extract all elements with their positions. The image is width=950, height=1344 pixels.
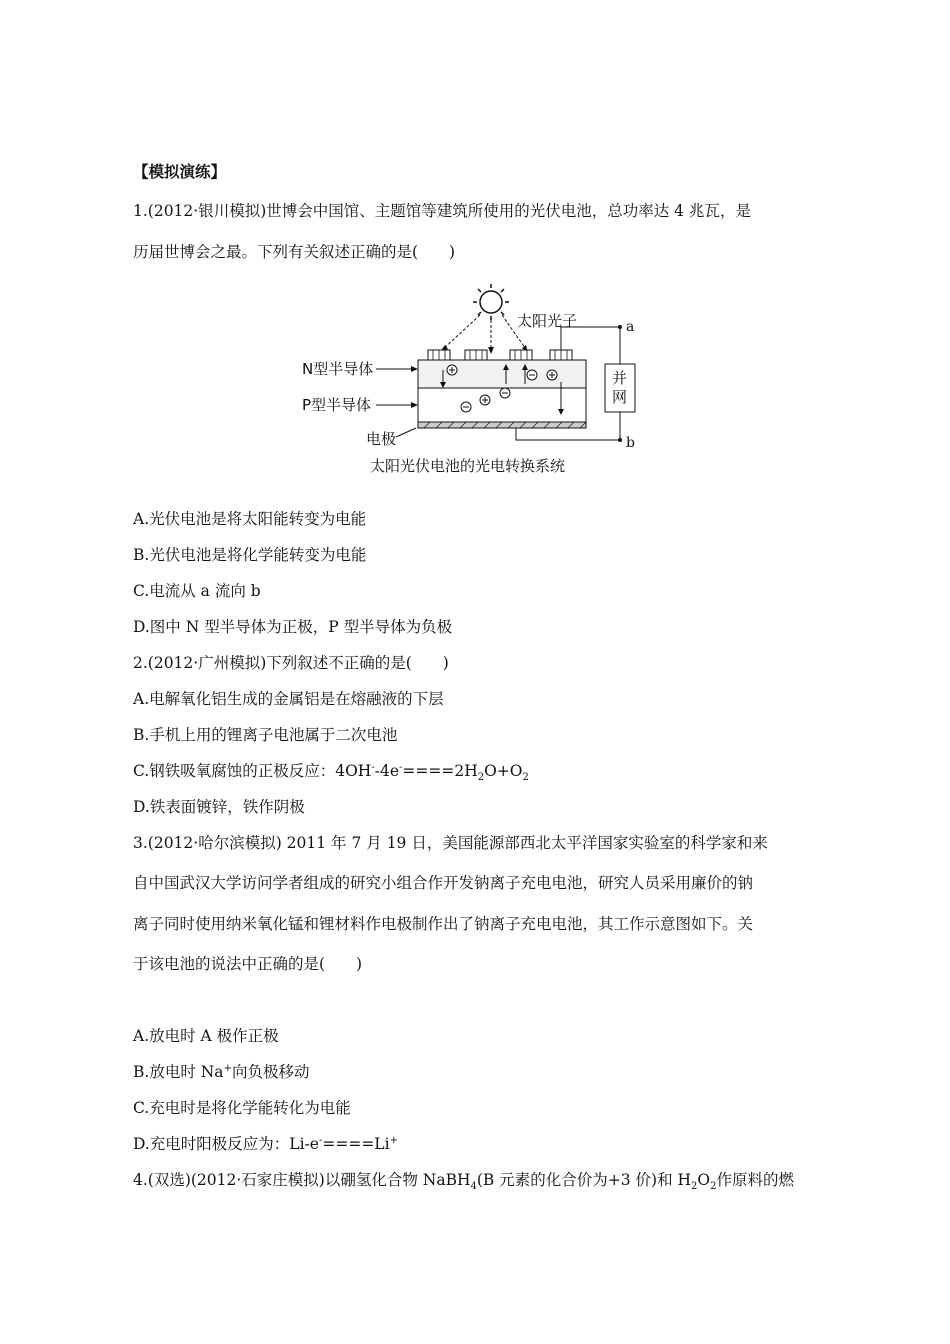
terminal-b: b — [626, 435, 635, 451]
figure-caption: 太阳光伏电池的光电转换系统 — [370, 457, 566, 475]
top-contacts — [428, 350, 572, 360]
q2-option-c: C.钢铁吸氧腐蚀的正极反应：$4OH^--4e^-====2H_2O+O_2$ — [133, 761, 529, 784]
q2-stem: 2.(2012·广州模拟)下列叙述不正确的是( ) — [133, 654, 449, 672]
q3-option-c: C.充电时是将化学能转化为电能 — [133, 1099, 351, 1117]
label-grid-top: 并 — [612, 369, 628, 387]
q2-option-a: A.电解氧化铝生成的金属铝是在熔融液的下层 — [133, 690, 444, 708]
label-grid-bottom: 网 — [612, 388, 628, 406]
q3-stem-line4: 于该电池的说法中正确的是( ) — [133, 955, 363, 973]
photovoltaic-diagram — [300, 282, 660, 482]
light-rays — [440, 315, 528, 352]
q1-option-c: C.电流从 a 流向 b — [133, 582, 261, 600]
label-photon: 太阳光子 — [517, 312, 578, 330]
label-electrode: 电极 — [366, 430, 397, 448]
q1-option-b: B.光伏电池是将化学能转变为电能 — [133, 546, 367, 564]
q1-option-d: D.图中 N 型半导体为正极，P 型半导体为负极 — [133, 618, 453, 636]
q3-option-a: A.放电时 A 极作正极 — [133, 1027, 279, 1045]
q3-stem-line3: 离子同时使用纳米氧化锰和锂材料作电极制作出了钠离子充电电池，其工作示意图如下。关 — [133, 915, 754, 933]
q3-stem-line1: 3.(2012·哈尔滨模拟) 2011 年 7 月 19 日，美国能源部西北太平洋国家实验室的科学家和来 — [133, 834, 768, 852]
q1-stem-line2: 历届世博会之最。下列有关叙述正确的是( ) — [133, 243, 456, 261]
sun-icon — [473, 284, 509, 320]
label-p-type: P型半导体 — [302, 396, 372, 414]
q3-option-d: D.充电时阳极反应为：Li-e-====Li+ — [133, 1134, 398, 1153]
q3-option-b: B.放电时 Na+向负极移动 — [133, 1062, 310, 1081]
q1-option-a: A.光伏电池是将太阳能转变为电能 — [133, 510, 367, 528]
label-n-type: N型半导体 — [302, 360, 374, 378]
q4-stem: 4.(双选)(2012·石家庄模拟)以硼氢化合物 NaBH$_4$(B 元素的化合价为+3 价)和 $H_2O_2$作原料的燃 — [133, 1171, 794, 1193]
q3-stem-line2: 自中国武汉大学访问学者组成的研究小组合作开发钠离子充电电池，研究人员采用廉价的钠 — [133, 874, 754, 892]
section-title: 【模拟演练】 — [133, 163, 227, 181]
q2-option-b: B.手机上用的锂离子电池属于二次电池 — [133, 726, 398, 744]
q2-option-d: D.铁表面镀锌，铁作阴极 — [133, 798, 305, 816]
terminal-a: a — [626, 319, 635, 335]
q1-stem-line1: 1.(2012·银川模拟)世博会中国馆、主题馆等建筑所使用的光伏电池，总功率达 4 兆瓦，是 — [133, 202, 751, 220]
